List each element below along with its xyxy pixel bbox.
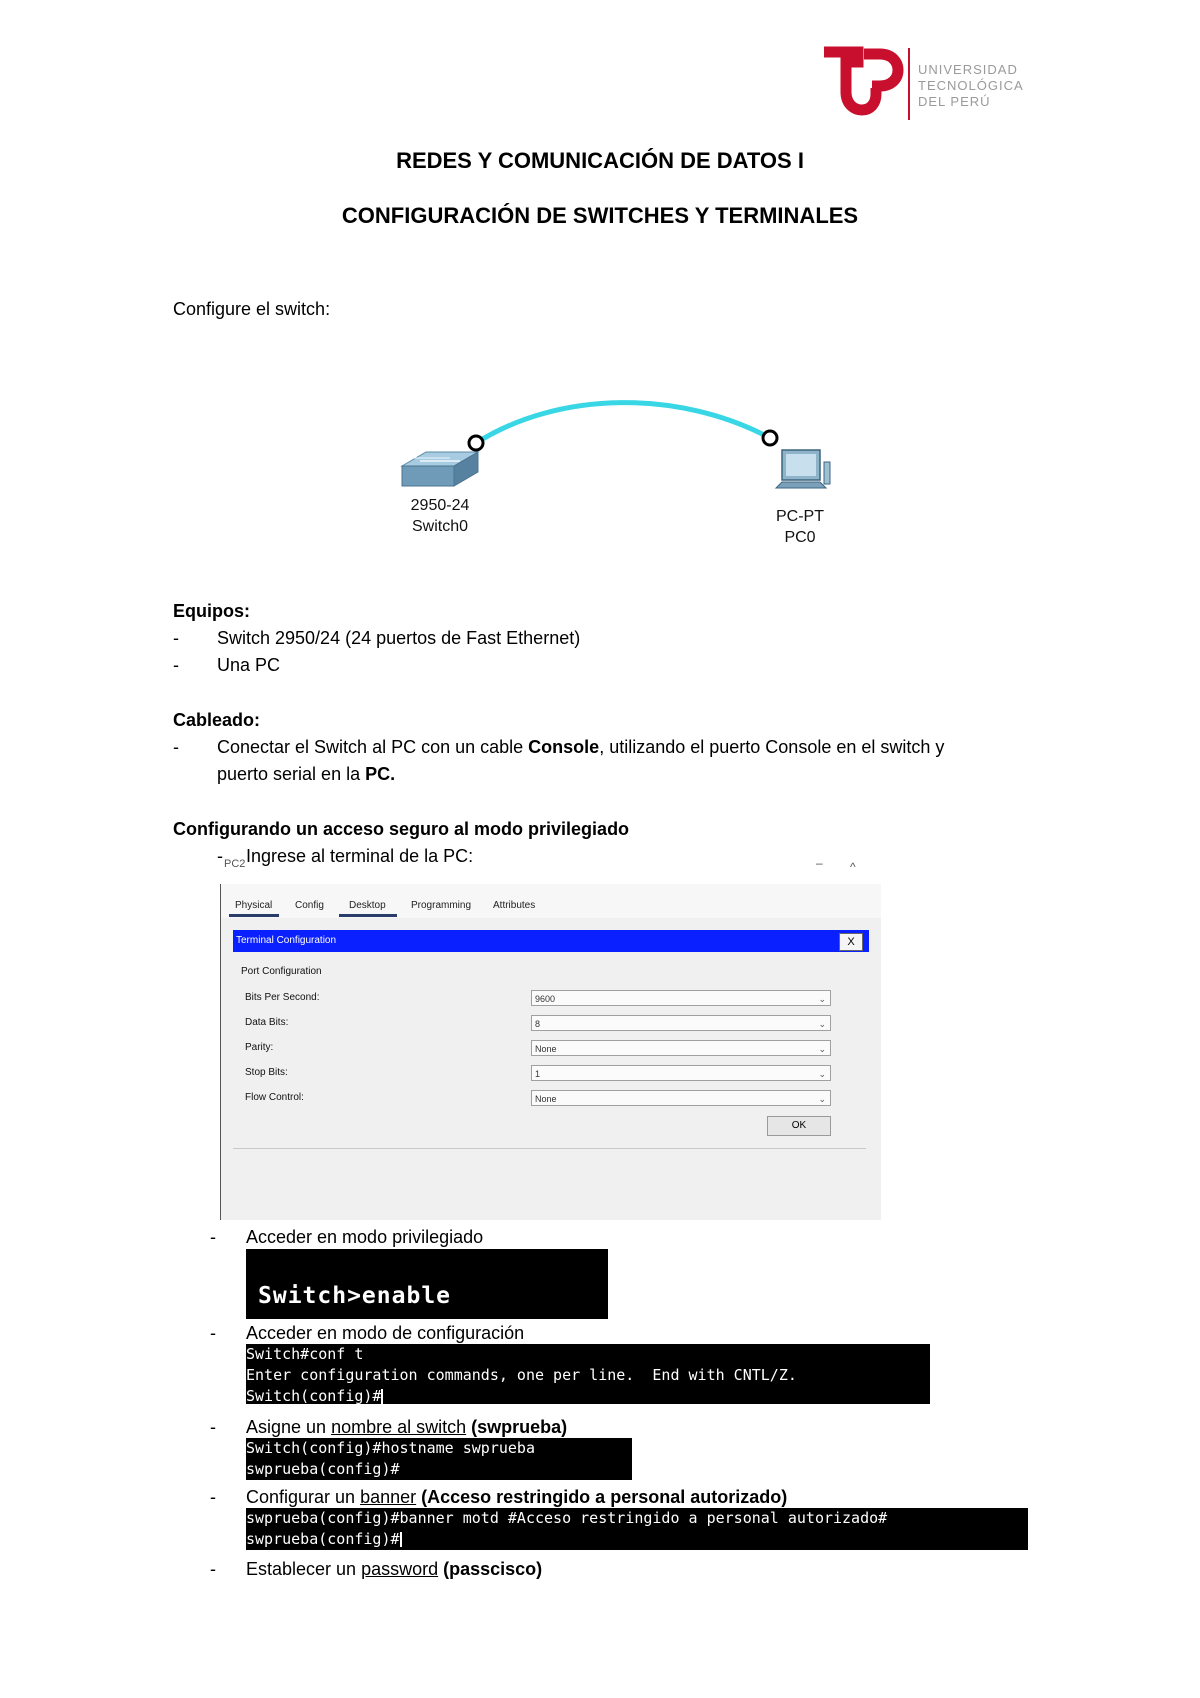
tab-programming[interactable]: Programming	[411, 900, 472, 911]
select-value: 8	[535, 1019, 541, 1029]
cableado-heading: Cableado:	[173, 710, 261, 730]
chevron-down-icon: ⌄	[818, 1069, 826, 1079]
network-topology	[390, 400, 850, 560]
step-text: Establecer un	[246, 1559, 362, 1579]
field-label-data-bits: Data Bits:	[245, 1017, 289, 1028]
equipos-item: Switch 2950/24 (24 puertos de Fast Ethernet)	[217, 628, 581, 648]
step-terminal: Ingrese al terminal de la PC:	[246, 846, 474, 866]
bullet-dash: -	[217, 846, 223, 866]
equipos-item: Una PC	[217, 655, 281, 675]
cableado-text: Conectar el Switch al PC con un cable	[217, 737, 529, 757]
course-title: REDES Y COMUNICACIÓN DE DATOS I	[396, 148, 804, 173]
select-value: None	[535, 1044, 557, 1054]
select-value: None	[535, 1094, 557, 1104]
pc-name-label: PC0	[784, 529, 816, 546]
cableado-console: Console	[528, 737, 600, 757]
pc-icon	[776, 450, 830, 488]
chevron-up-icon[interactable]: ^	[850, 860, 856, 874]
section-heading: Configurando un acceso seguro al modo privilegiado	[173, 819, 630, 839]
console-cable	[476, 403, 770, 443]
bits-per-second-select[interactable]	[531, 990, 831, 1006]
field-label-parity: Parity:	[245, 1042, 274, 1053]
dialog-divider	[233, 1148, 866, 1149]
dialog-titlebar	[233, 930, 869, 952]
field-label-flow-control: Flow Control:	[245, 1092, 304, 1103]
switch-model-label: 2950-24	[410, 497, 470, 514]
step-banner	[246, 1486, 787, 1508]
switch-icon	[402, 452, 478, 486]
topic-title: CONFIGURACIÓN DE SWITCHES Y TERMINALES	[341, 203, 859, 228]
pc-model-label: PC-PT	[776, 508, 824, 525]
step-bold: (swprueba)	[466, 1417, 568, 1437]
switch-name-label: Switch0	[411, 518, 469, 535]
cableado-text: puerto serial en la	[217, 764, 366, 784]
bullet-dash: -	[210, 1417, 216, 1437]
step-config: Acceder en modo de configuración	[246, 1323, 525, 1343]
tab-desktop[interactable]: Desktop	[349, 900, 386, 911]
terminal-line: swprueba(config)#banner motd #Acceso restringido a personal autorizado#	[246, 1509, 888, 1527]
terminal-line: swprueba(config)#	[246, 1460, 400, 1478]
tab-attributes[interactable]: Attributes	[493, 900, 536, 911]
bullet-dash: -	[173, 737, 179, 757]
minimize-icon[interactable]: –	[816, 856, 823, 870]
field-label-bps: Bits Per Second:	[245, 992, 320, 1003]
flow-control-select[interactable]	[531, 1090, 831, 1106]
field-label-stop-bits: Stop Bits:	[245, 1067, 288, 1078]
cableado-line-1	[217, 736, 944, 758]
step-bold: (passcisco)	[438, 1559, 543, 1579]
intro-text: Configure el switch:	[173, 299, 331, 319]
parity-select[interactable]	[531, 1040, 831, 1056]
university-logo	[820, 48, 1024, 124]
bullet-dash: -	[173, 655, 179, 675]
step-password	[246, 1558, 542, 1580]
window-title: PC2	[224, 858, 246, 870]
step-hostname	[246, 1416, 567, 1438]
terminal-line: Enter configuration commands, one per line. End with CNTL/Z.	[246, 1366, 797, 1384]
enable-terminal	[246, 1249, 608, 1319]
step-underlined: nombre al switch	[331, 1417, 467, 1437]
cursor-icon	[381, 1389, 383, 1404]
logo-divider	[908, 48, 910, 120]
terminal-line: Switch(config)#hostname swprueba	[246, 1439, 535, 1457]
banner-terminal	[246, 1508, 1028, 1550]
terminal-config-dialog	[233, 930, 869, 1142]
stop-bits-select[interactable]	[531, 1065, 831, 1081]
bullet-dash: -	[210, 1559, 216, 1579]
step-text: Configurar un	[246, 1487, 361, 1507]
pc-port-dot	[763, 431, 777, 445]
step-text: Asigne un	[246, 1417, 332, 1437]
terminal-line: swprueba(config)#	[246, 1530, 400, 1548]
terminal-line: Switch#conf t	[246, 1345, 364, 1363]
tab-physical[interactable]: Physical	[235, 900, 273, 911]
cableado-text: , utilizando el puerto Console en el switch y	[599, 737, 945, 757]
config-terminal	[246, 1344, 930, 1404]
tab-config[interactable]: Config	[295, 900, 324, 911]
port-config-label: Port Configuration	[241, 966, 322, 977]
terminal-line: Switch>enable	[258, 1283, 452, 1309]
equipos-heading: Equipos:	[173, 601, 250, 621]
terminal-prompt	[246, 1529, 1028, 1550]
chevron-down-icon: ⌄	[818, 994, 826, 1004]
bullet-dash: -	[210, 1323, 216, 1343]
ok-button[interactable]: OK	[767, 1116, 831, 1136]
logo-line-1: UNIVERSIDAD	[918, 62, 1018, 77]
step-underlined: password	[361, 1559, 439, 1579]
step-underlined: banner	[360, 1487, 417, 1507]
hostname-terminal	[246, 1438, 632, 1480]
data-bits-select[interactable]	[531, 1015, 831, 1031]
select-value: 1	[535, 1069, 541, 1079]
dialog-title: Terminal Configuration	[236, 935, 337, 946]
cableado-line-2	[217, 763, 395, 785]
cableado-pc: PC.	[365, 764, 396, 784]
tab-physical-underline	[229, 914, 279, 917]
logo-line-3: DEL PERÚ	[918, 94, 991, 109]
bullet-dash: -	[173, 628, 179, 648]
close-button[interactable]: X	[839, 933, 863, 951]
tab-bar	[221, 884, 881, 918]
chevron-down-icon: ⌄	[818, 1019, 826, 1029]
step-privileged: Acceder en modo privilegiado	[246, 1227, 484, 1247]
pc-window	[220, 884, 881, 1220]
chevron-down-icon: ⌄	[818, 1094, 826, 1104]
bullet-dash: -	[210, 1227, 216, 1247]
chevron-down-icon: ⌄	[818, 1044, 826, 1054]
cursor-icon	[400, 1532, 402, 1547]
tab-desktop-underline	[339, 914, 397, 917]
logo-line-2: TECNOLÓGICA	[918, 78, 1024, 93]
terminal-line: Switch(config)#	[246, 1387, 382, 1405]
step-bold: (Acceso restringido a personal autorizado)	[416, 1487, 788, 1507]
terminal-prompt	[246, 1386, 930, 1407]
switch-port-dot	[469, 436, 483, 450]
bullet-dash: -	[210, 1487, 216, 1507]
select-value: 9600	[535, 994, 556, 1004]
utp-logo-icon	[820, 48, 900, 124]
